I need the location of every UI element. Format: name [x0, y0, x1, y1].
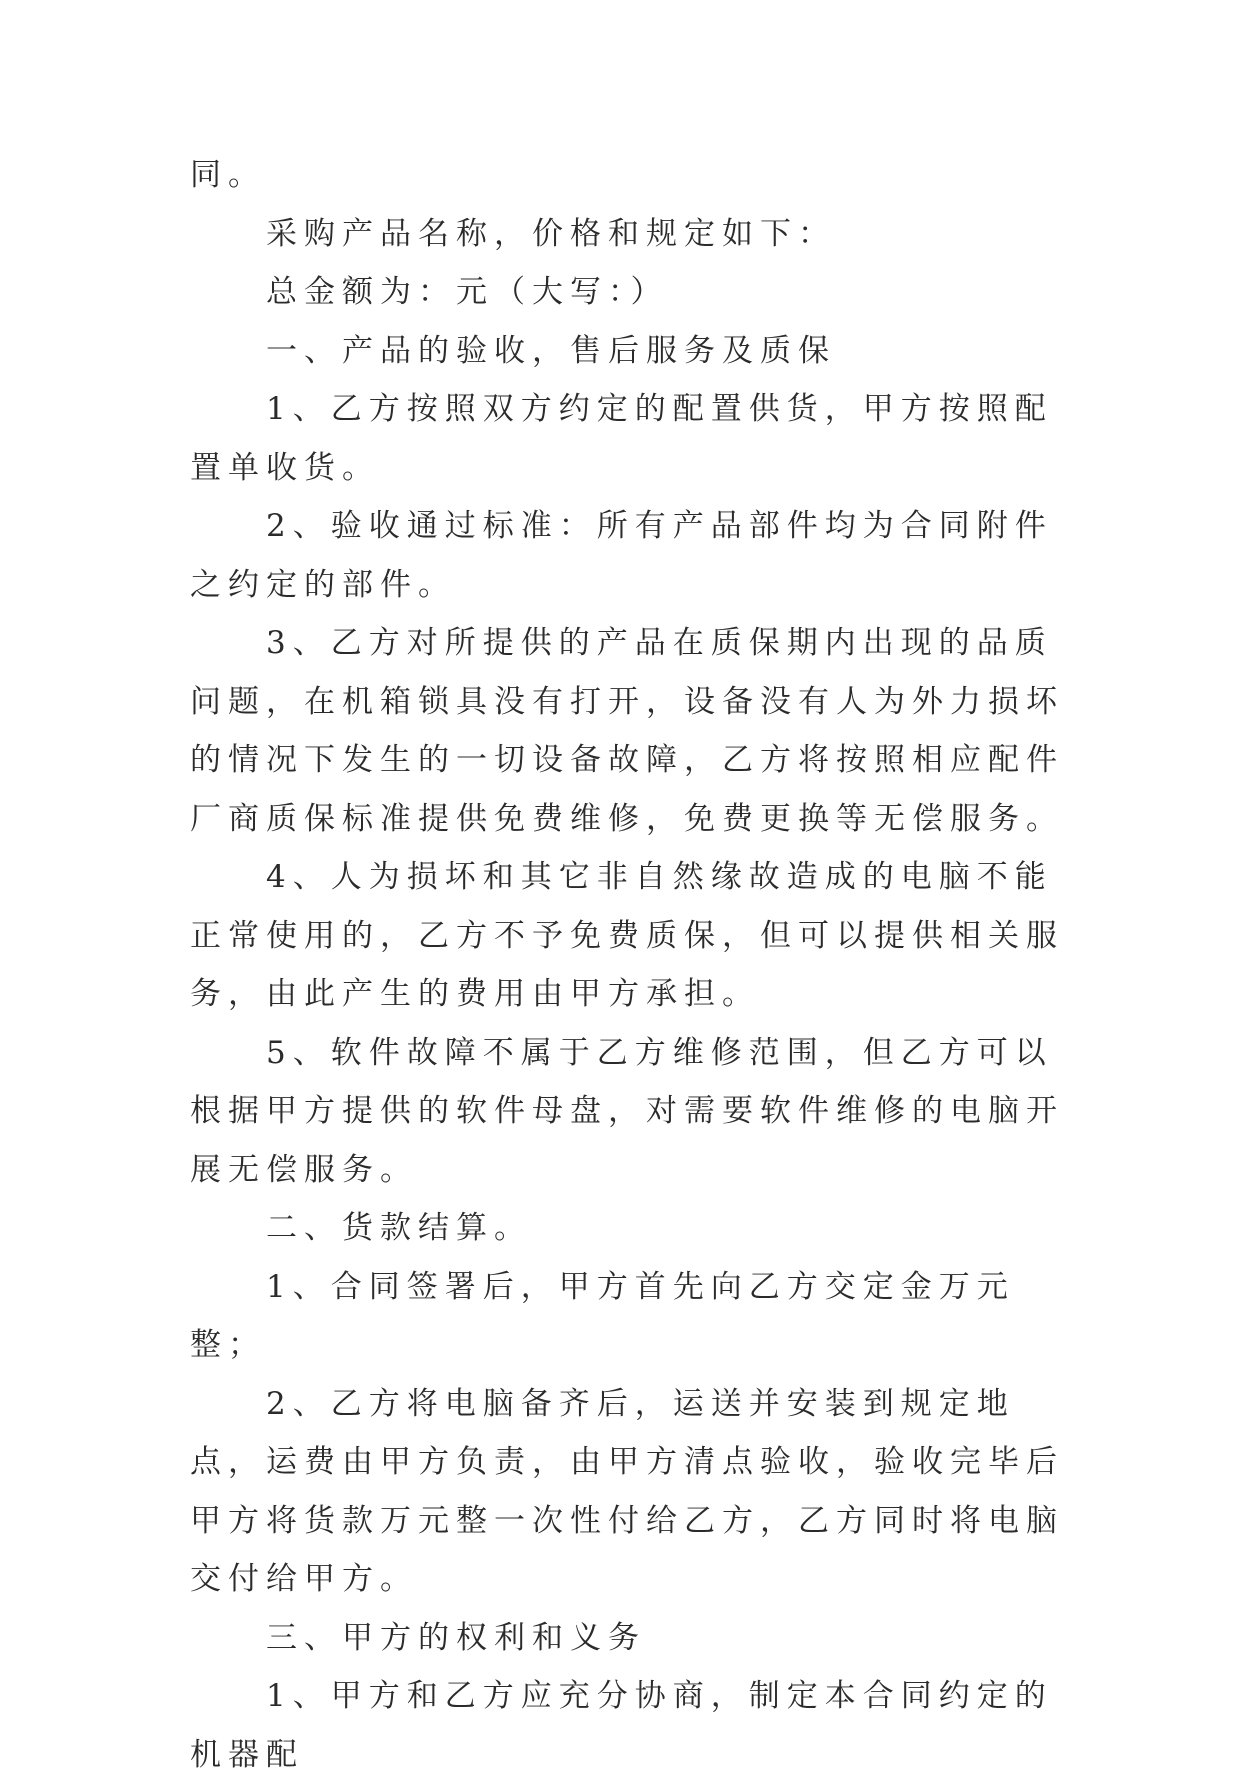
paragraph-product-intro: 采购产品名称，价格和规定如下：	[190, 215, 836, 252]
clause-3-1: 1、甲方和乙方应充分协商，制定本合同约定的机器配	[190, 1678, 1053, 1773]
paragraph-total-amount: 总金额为：元（大写：）	[190, 274, 669, 310]
clause-1-3: 3、乙方对所提供的产品在质保期内出现的品质问题，在机箱锁具没有打开，设备没有人为外力损坏的情况下发生的一切设备故障，乙方将按照相应配件厂商质保标准提供免费维修，免费更换等无偿服务。	[190, 625, 1064, 837]
section-heading-acceptance: 一、产品的验收，售后服务及质保	[190, 332, 836, 369]
section-heading-payment: 二、货款结算。	[190, 1210, 532, 1246]
clause-1-2: 2、验收通过标准：所有产品部件均为合同附件之约定的部件。	[190, 508, 1053, 603]
clause-1-5: 5、软件故障不属于乙方维修范围，但乙方可以根据甲方提供的软件母盘，对需要软件维修的电脑开展无偿服务。	[190, 1034, 1064, 1188]
clause-2-2: 2、乙方将电脑备齐后，运送并安装到规定地点，运费由甲方负责，由甲方清点验收，验收完毕后甲方将货款万元整一次性付给乙方，乙方同时将电脑交付给甲方。	[190, 1385, 1064, 1597]
document-body	[190, 146, 1070, 1784]
paragraph-continuation: 同。	[190, 157, 266, 193]
section-heading-party-a-rights: 三、甲方的权利和义务	[190, 1619, 646, 1656]
clause-1-1: 1、乙方按照双方约定的配置供货，甲方按照配置单收货。	[190, 391, 1053, 486]
clause-2-1: 1、合同签署后，甲方首先向乙方交定金万元整；	[190, 1268, 1015, 1363]
clause-1-4: 4、人为损坏和其它非自然缘故造成的电脑不能正常使用的，乙方不予免费质保，但可以提供相关服务，由此产生的费用由甲方承担。	[190, 859, 1064, 1012]
